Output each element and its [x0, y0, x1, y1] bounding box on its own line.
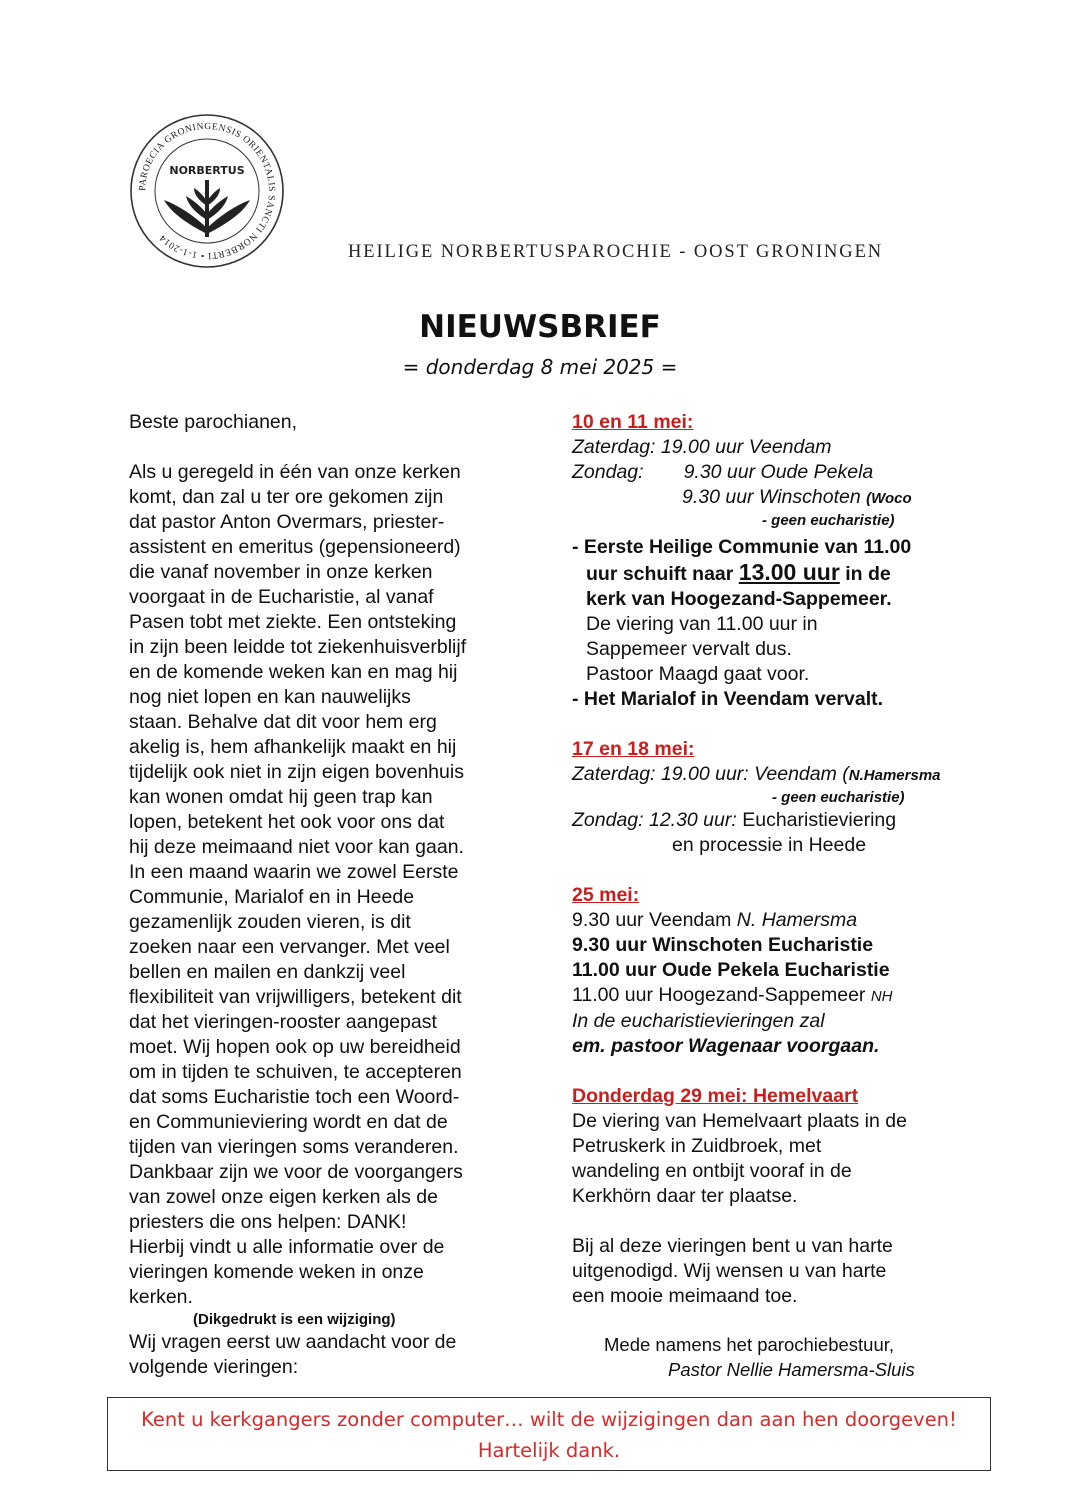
logo-ring-text: PAROECIA GRONINGENSIS ORIENTALIS SANCTI NORBERTI • 1-1-2014	[137, 121, 277, 261]
hemelvaart-text	[572, 1109, 992, 1209]
letter-body-line: assistent en emeritus (gepensioneerd)	[129, 536, 461, 558]
schedule-line: en processie in Heede	[672, 834, 867, 856]
schedule-line: Sappemeer vervalt dus.	[586, 638, 792, 660]
section-heading-17-18-mei: 17 en 18 mei:	[572, 738, 695, 760]
letter-body-line: om in tijden te schuiven, te accepteren	[129, 1061, 462, 1083]
invitation-text	[572, 1234, 992, 1309]
letter-body-line: hij deze meimaand niet voor kan gaan.	[129, 836, 464, 858]
letter-note: (Dikgedrukt is een wijziging)	[193, 1311, 396, 1328]
signature	[604, 1332, 915, 1382]
letter-body-line: dat soms Eucharistie toch een Woord-	[129, 1086, 460, 1108]
letter-body-line: moet. Wij hopen ook op uw bereidheid	[129, 1036, 461, 1058]
letter-body-line: tijden van vieringen soms veranderen.	[129, 1136, 459, 1158]
letter-body-line: kerken.	[129, 1286, 193, 1308]
letter-body-line: priesters die ons helpen: DANK!	[129, 1211, 407, 1233]
schedule-line: In de eucharistievieringen zal	[572, 1010, 825, 1032]
letter-body-line: lopen, betekent het ook voor ons dat	[129, 811, 445, 833]
schedule-line: Pastoor Maagd gaat voor.	[586, 663, 810, 685]
schedule-line	[572, 908, 992, 933]
schedule-time: 9.30 uur Veendam	[572, 909, 737, 931]
letter-body-line: Communie, Marialof en in Heede	[129, 886, 415, 908]
schedule-time: 11.00 uur Hoogezand-Sappemeer	[572, 984, 871, 1006]
notice-box	[107, 1397, 991, 1471]
invitation-line: Bij al deze vieringen bent u van harte	[572, 1235, 893, 1257]
schedule-line	[572, 485, 992, 511]
invitation-line: een mooie meimaand toe.	[572, 1285, 798, 1307]
signature-name: Pastor Nellie Hamersma-Sluis	[668, 1359, 915, 1380]
letter-body-line: zoeken naar een vervanger. Met veel	[129, 936, 450, 958]
schedule-line	[572, 762, 992, 788]
letter-body-line: flexibiliteit van vrijwilligers, betekent dit	[129, 986, 462, 1008]
schedule-note: N.Hamersma	[848, 767, 941, 784]
schedule-text: Eucharistieviering	[736, 809, 897, 831]
schedule-change	[572, 560, 992, 587]
section-heading-10-11-mei: 10 en 11 mei:	[572, 411, 694, 433]
letter-body-line: dat het vieringen-rooster aangepast	[129, 1011, 437, 1033]
schedule-time: Zaterdag: 19.00 uur: Veendam (	[572, 763, 849, 785]
letter-body-line: die vanaf november in onze kerken	[129, 561, 433, 583]
letter-body-line: en de komende weken kan en mag hij	[129, 661, 458, 683]
notice-line-2: Hartelijk dank.	[477, 1439, 621, 1462]
schedule-time: 9.30 uur Oude Pekela	[683, 461, 874, 483]
letter-body-line: in zijn been leidde tot ziekenhuisverblijf	[129, 636, 467, 658]
schedule-time: Zondag: 12.30 uur:	[572, 809, 737, 831]
letter-closing-2: volgende vieringen:	[129, 1356, 299, 1378]
schedule-note: - geen eucharistie)	[772, 789, 905, 806]
schedule-change-text: in de	[845, 563, 891, 585]
schedule-change: em. pastoor Wagenaar voorgaan.	[572, 1035, 880, 1057]
letter-body-line: Pasen tobt met ziekte. Een ontsteking	[129, 611, 457, 633]
letter-body-line: van zowel onze eigen kerken als de	[129, 1186, 438, 1208]
schedule-line: De viering van 11.00 uur in	[586, 613, 818, 635]
letter-body-line: dat pastor Anton Overmars, priester-	[129, 511, 445, 533]
parish-name: HEILIGE NORBERTUSPAROCHIE - OOST GRONINGEN	[348, 242, 884, 262]
schedule-note: - geen eucharistie)	[762, 512, 895, 529]
norbertus-seal-icon	[128, 112, 286, 270]
newsletter-date: = donderdag 8 mei 2025 =	[402, 355, 678, 379]
logo-emblem-text: NORBERTUS	[169, 164, 245, 177]
letter-body-line: en Communieviering wordt en dat de	[129, 1111, 448, 1133]
schedule-time: 9.30 uur Winschoten	[682, 486, 861, 508]
letter-body	[129, 460, 529, 1310]
letter-body-line: vieringen komende weken in onze	[129, 1261, 424, 1283]
letter-body-line: akelig is, hem afhankelijk maakt en hij	[129, 736, 457, 758]
letter-body-line: staan. Behalve dat dit voor hem erg	[129, 711, 437, 733]
hemelvaart-line: wandeling en ontbijt vooraf in de	[572, 1160, 852, 1182]
schedule-line	[572, 808, 992, 833]
hemelvaart-line: Petruskerk in Zuidbroek, met	[572, 1135, 822, 1157]
schedule-change-text: uur schuift naar	[586, 563, 734, 585]
schedule-note: NH	[870, 988, 893, 1005]
letter-body-line: bellen en mailen en dankzij veel	[129, 961, 406, 983]
parish-logo	[128, 112, 286, 270]
schedule-note: N. Hamersma	[736, 909, 858, 931]
newsletter-title: NIEUWSBRIEF	[419, 309, 661, 345]
letter-body-line: In een maand waarin we zowel Eerste	[129, 861, 459, 883]
letter-body-line: komt, dan zal u ter ore gekomen zijn	[129, 486, 444, 508]
letter-closing-1: Wij vragen eerst uw aandacht voor de	[129, 1331, 457, 1353]
letter-body-line: kan wonen omdat hij geen trap kan	[129, 786, 433, 808]
schedule-change: - Het Marialof in Veendam vervalt.	[572, 688, 884, 710]
letter-body-line: Dankbaar zijn we voor de voorgangers	[129, 1161, 463, 1183]
schedule-note: (Woco	[866, 490, 912, 507]
schedule-change: 11.00 uur Oude Pekela Eucharistie	[572, 959, 890, 981]
schedule-line	[572, 983, 992, 1009]
schedule-change: kerk van Hoogezand-Sappemeer.	[586, 588, 892, 610]
notice-line-1: Kent u kerkgangers zonder computer… wilt de wijzigingen dan aan hen doorgeven!	[141, 1408, 957, 1431]
schedule-change: - Eerste Heilige Communie van 11.00	[572, 536, 912, 558]
schedule-change: 9.30 uur Winschoten Eucharistie	[572, 934, 874, 956]
letter-greeting: Beste parochianen,	[129, 411, 298, 433]
section-heading-hemelvaart: Donderdag 29 mei: Hemelvaart	[572, 1085, 859, 1107]
letter-body-line: Hierbij vindt u alle informatie over de	[129, 1236, 445, 1258]
schedule-column	[572, 410, 992, 1309]
section-heading-25-mei: 25 mei:	[572, 884, 640, 906]
letter-body-line: Als u geregeld in één van onze kerken	[129, 461, 461, 483]
schedule-line	[572, 460, 992, 485]
letter-body-line: tijdelijk ook niet in zijn eigen bovenhuis	[129, 761, 464, 783]
hemelvaart-line: Kerkhörn daar ter plaatse.	[572, 1185, 798, 1207]
schedule-line: Zaterdag: 19.00 uur Veendam	[572, 436, 832, 458]
letter-body-line: nog niet lopen en kan nauwelijks	[129, 686, 411, 708]
hemelvaart-line: De viering van Hemelvaart plaats in de	[572, 1110, 907, 1132]
letter-column	[129, 410, 529, 1380]
invitation-line: uitgenodigd. Wij wensen u van harte	[572, 1260, 887, 1282]
schedule-change-highlight: 13.00 uur	[738, 559, 840, 585]
schedule-day-label: Zondag:	[572, 461, 644, 483]
letter-body-line: voorgaat in de Eucharistie, al vanaf	[129, 586, 434, 608]
letter-body-line: gezamenlijk zouden vieren, is dit	[129, 911, 411, 933]
signature-line-1: Mede namens het parochiebestuur,	[604, 1334, 895, 1355]
